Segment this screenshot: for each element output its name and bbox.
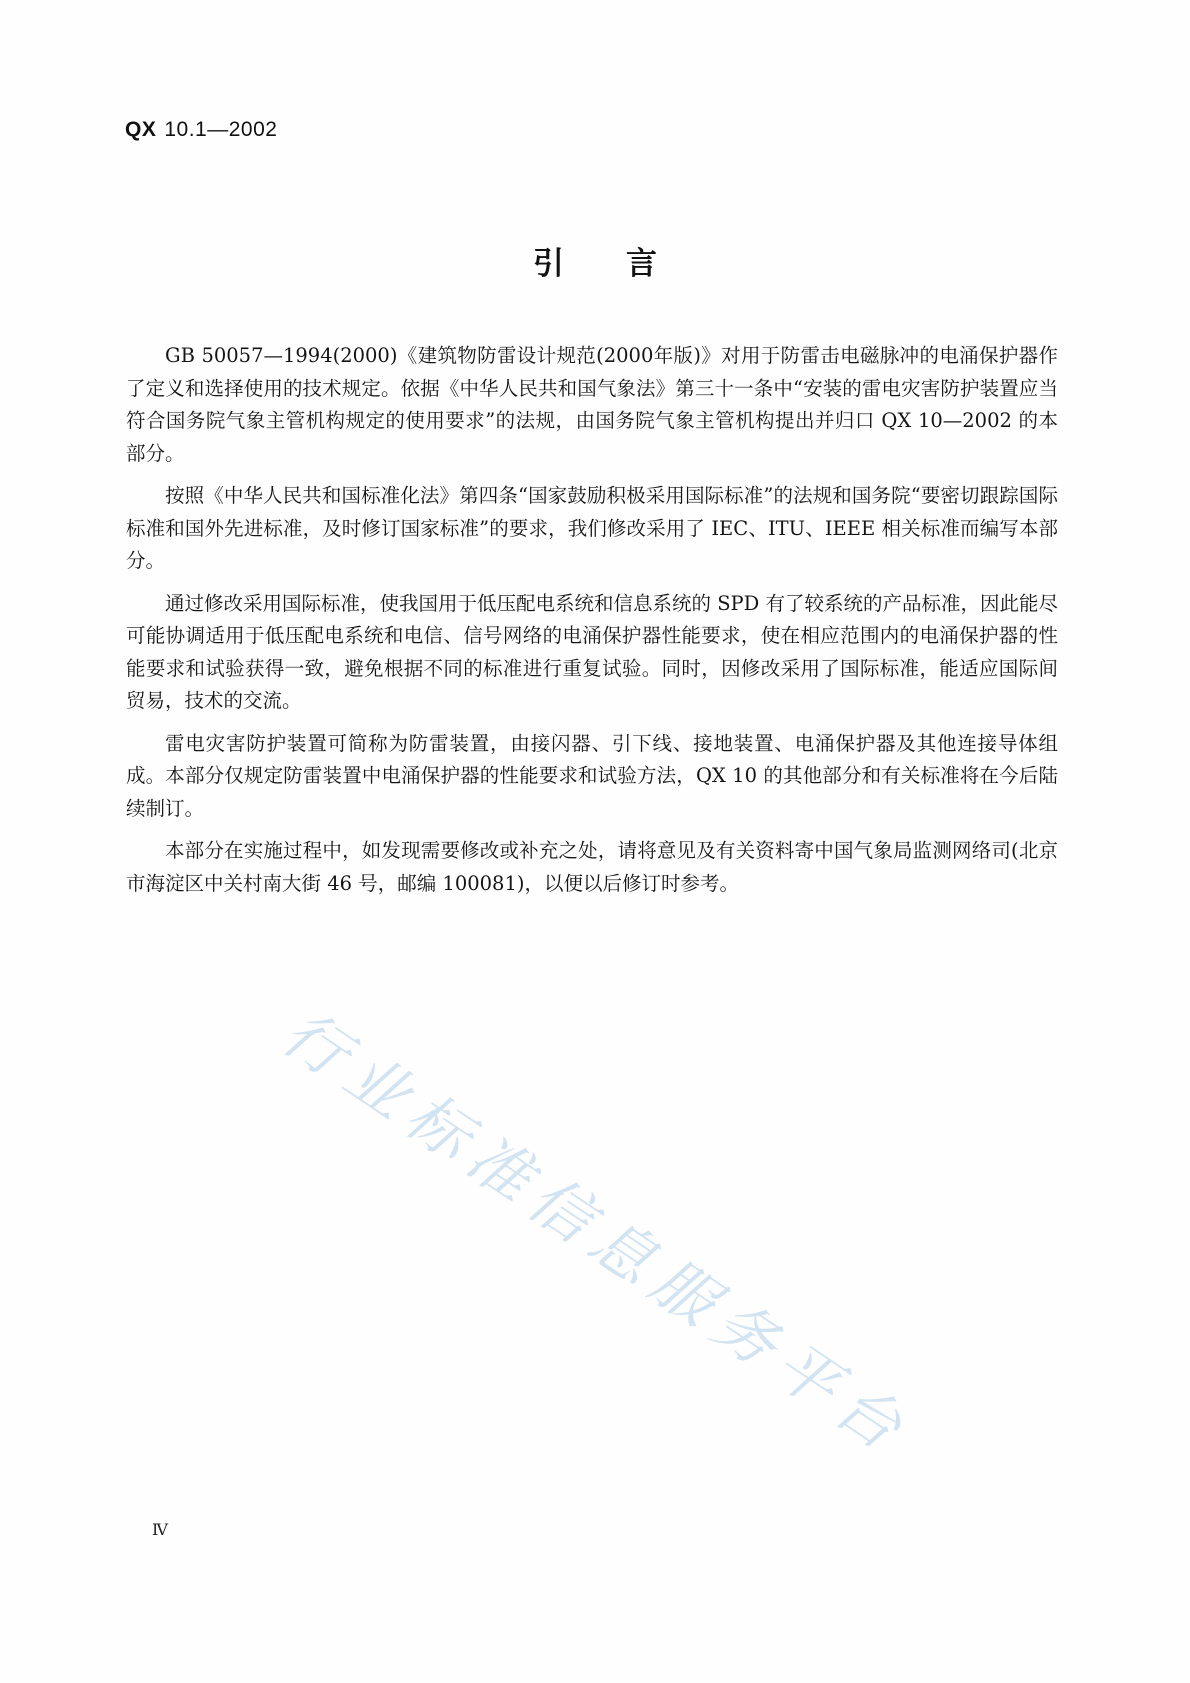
paragraph: 本部分在实施过程中，如发现需要修改或补充之处，请将意见及有关资料寄中国气象局监测网络司(北京市海淀区中关村南大街 46 号，邮编 100081)，以便以后修订时参考。 [126,839,1058,895]
watermark: 行业标准信息服务平台 [269,995,925,1471]
body-text [126,340,1058,910]
paragraph: 按照《中华人民共和国标准化法》第四条“国家鼓励积极采用国际标准”的法规和国务院“要密切跟踪国际标准和国外先进标准，及时修订国家标准”的要求，我们修改采用了 IEC、ITU、IEEE 相关标准而编写本部分。 [126,484,1058,572]
standard-code [125,118,277,142]
standard-code-number: 10.1—2002 [164,118,278,141]
page-number: Ⅳ [152,1520,168,1539]
standard-code-prefix: QX [125,118,157,141]
section-title: 引言 [533,246,719,282]
paragraph: 雷电灾害防护装置可简称为防雷装置，由接闪器、引下线、接地装置、电涌保护器及其他连接导体组成。本部分仅规定防雷装置中电涌保护器的性能要求和试验方法，QX 10 的其他部分和有关标准将在今后陆续制订。 [126,731,1058,820]
paragraph: GB 50057—1994(2000)《建筑物防雷设计规范(2000年版)》对用于防雷击电磁脉冲的电涌保护器作了定义和选择使用的技术规定。依据《中华人民共和国气象法》第三十一条中“安装的雷电灾害防护装置应当符合国务院气象主管机构规定的使用要求”的法规，由国务院气象主管机构提出并归口 QX 10—2002 的本部分。 [126,344,1058,465]
paragraph: 通过修改采用国际标准，使我国用于低压配电系统和信息系统的 SPD 有了较系统的产品标准，因此能尽可能协调适用于低压配电系统和电信、信号网络的电涌保护器性能要求，使在相应范围内的电涌保护器的性能要求和试验获得一致，避免根据不同的标准进行重复试验。同时，因修改采用了国际标准，能适应国际间贸易，技术的交流。 [126,591,1059,712]
